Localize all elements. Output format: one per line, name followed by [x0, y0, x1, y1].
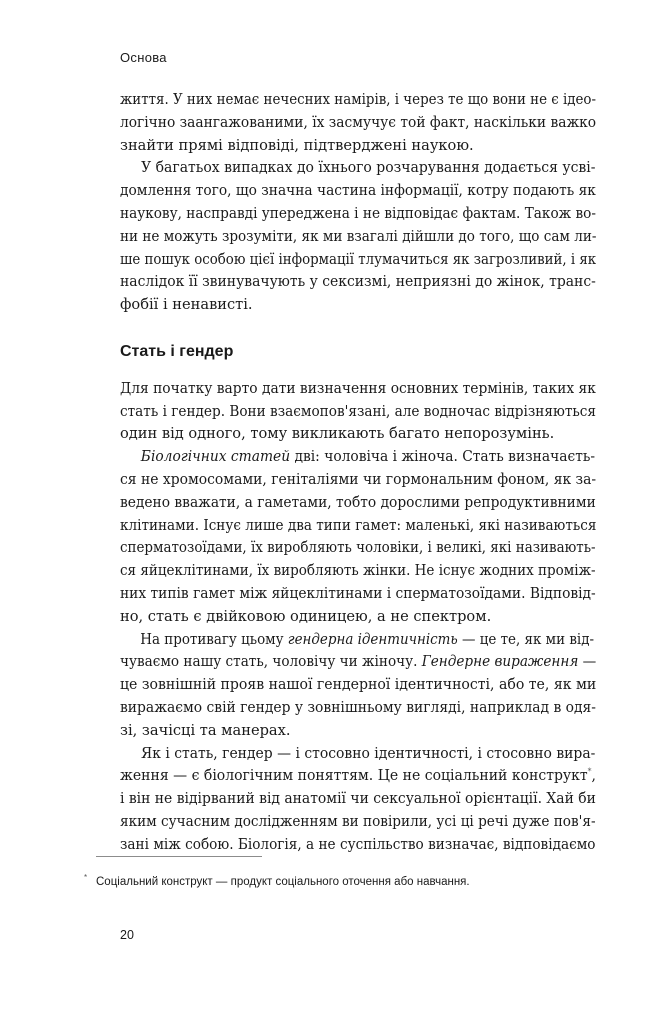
footnote-divider	[96, 856, 262, 857]
text-line: зі, зачісці та манерах.	[120, 721, 291, 739]
text-line: но, стать є двійковою одиницею, а не спектром.	[120, 607, 492, 625]
text-run: чуваємо нашу стать, чоловічу чи жіночу.	[120, 653, 422, 671]
text-line: ни не можуть зрозуміти, як ми взагалі дійшли до того, що сам ли-	[120, 227, 597, 245]
text-line: ведено вважати, а гаметами, тобто дорослими репродуктивними	[120, 493, 596, 511]
text-line: наслідок її звинувачують у сексизмі, неприязні до жінок, транс-	[120, 273, 596, 291]
text-run: дві: чоловіча і жіноча. Стать визначаєть-	[290, 448, 596, 466]
text-line: сперматозоїдами, їх виробляють чоловіки, і великі, які називають-	[120, 539, 596, 557]
text-run: ,	[591, 767, 596, 785]
italic-term: Біологічних статей	[140, 448, 291, 466]
italic-term: Гендерне вираження	[421, 653, 579, 671]
text-line: виражаємо свій гендер у зовнішньому вигляді, наприклад в одя-	[120, 698, 596, 716]
section-heading: Стать і гендер	[120, 342, 234, 360]
spacer	[120, 364, 596, 378]
text-line: Для початку варто дати визначення основних термінів, таких як	[120, 379, 596, 397]
text-line	[120, 765, 596, 788]
text-line: яким сучасним дослідженням ви повірили, усі ці речі дуже пов'я-	[120, 812, 596, 830]
text-line: домлення того, що значна частина інформації, котру подають як	[120, 182, 596, 200]
footnote	[84, 870, 470, 890]
text-line: логічно заангажованими, їх засмучує той факт, наскільки важко	[120, 113, 597, 131]
body-text	[120, 89, 596, 857]
spacer	[120, 317, 596, 341]
text-line: фобії і ненависті.	[120, 296, 253, 314]
text-line: них типів гамет між яйцеклітинами і сперматозоїдами. Відповід-	[120, 584, 596, 602]
text-line: і він не відірваний від анатомії чи сексуальної орієнтації. Хай би	[120, 790, 596, 808]
text-line: У багатьох випадках до їхнього розчарування додається усві-	[141, 159, 596, 177]
text-line	[120, 629, 595, 652]
text-line: ше пошук особою цієї інформації тлумачиться як загрозливий, і як	[120, 250, 597, 268]
text-run: На противагу цьому	[140, 630, 288, 648]
text-run: ження — є біологічним поняттям. Це не соціальний конструкт	[120, 767, 588, 785]
text-line	[120, 446, 596, 469]
text-line: зані між собою. Біологія, а не суспільство визначає, відповідаємо	[120, 835, 596, 853]
text-line: ся яйцеклітинами, їх виробляють жінки. Не існує жодних проміж-	[120, 562, 596, 580]
footnote-mark: *	[84, 873, 88, 882]
italic-term: гендерна ідентичність	[287, 630, 458, 648]
text-line: це зовнішній прояв нашої гендерної ідентичності, або те, як ми	[120, 676, 597, 694]
text-line	[120, 651, 597, 674]
text-line: стать і гендер. Вони взаємопов'язані, але водночас відрізняються	[120, 402, 597, 420]
text-line: ся не хромосомами, геніталіями чи гормональним фоном, як за-	[120, 470, 597, 488]
text-run: — це те, як ми від-	[457, 630, 595, 648]
footnote-reference[interactable]: *	[587, 767, 592, 777]
text-run: —	[578, 653, 597, 671]
text-line: наукову, насправді упереджена і не відповідає фактам. Також во-	[120, 204, 596, 222]
running-head: Основа	[120, 50, 167, 65]
text-line: знайти прямі відповіді, підтверджені наукою.	[120, 136, 474, 154]
page-number: 20	[120, 928, 134, 942]
text-line: Як і стать, гендер — і стосовно ідентичності, і стосовно вира-	[140, 744, 596, 762]
text-line: один від одного, тому викликають багато непорозумінь.	[120, 425, 555, 443]
text-line: життя. У них немає нечесних намірів, і через те що вони не є ідео-	[120, 91, 597, 108]
text-line: клітинами. Існує лише два типи гамет: маленькі, які називаються	[120, 516, 597, 534]
footnote-text: Соціальний конструкт — продукт соціального оточення або навчання.	[96, 876, 470, 888]
